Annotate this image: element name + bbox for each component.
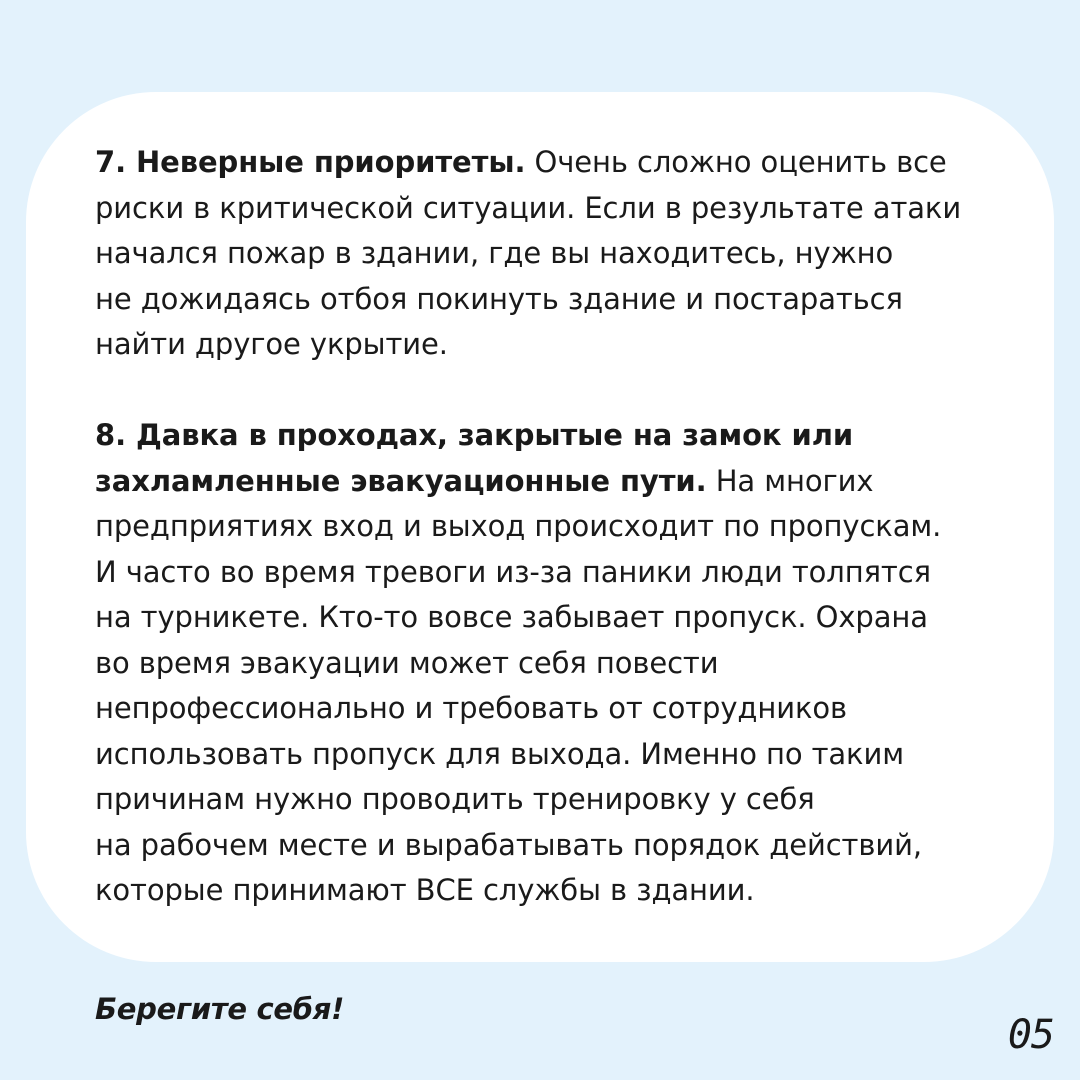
- item-8-text: во время эвакуации может себя повести: [95, 645, 719, 680]
- item-8-paragraph: [95, 413, 1040, 914]
- item-8-text: которые принимают ВСЕ службы в здании.: [95, 873, 755, 907]
- item-8-title-line-2: [95, 459, 1040, 505]
- item-8-text: И часто во время тревоги из-за паники люди толпятся: [95, 554, 931, 589]
- item-8-title: захламленные эвакуационные пути.: [95, 463, 707, 498]
- item-8-title: 8. Давка в проходах, закрытые на замок или: [95, 418, 854, 452]
- item-8-text: на рабочем месте и вырабатывать порядок действий,: [95, 827, 922, 862]
- card-content: [95, 140, 1040, 914]
- item-7-text: риски в критической ситуации. Если в результате атаки: [95, 190, 962, 225]
- item-7-text: Очень сложно оценить все: [525, 145, 947, 179]
- item-8-text: непрофессионально и требовать от сотрудников: [95, 691, 848, 725]
- page-number: 05: [1007, 1012, 1054, 1058]
- item-7-title: 7. Неверные приоритеты.: [95, 145, 526, 179]
- item-7-text: не дожидаясь отбоя покинуть здание и постараться: [95, 281, 903, 316]
- closing-message: Берегите себя!: [95, 992, 344, 1026]
- item-7-text: начался пожар в здании, где вы находитесь, нужно: [95, 236, 894, 270]
- item-7-line-1: [95, 140, 1040, 186]
- item-8-title-line-1: [95, 413, 1040, 459]
- item-8-text: на турникете. Кто-то вовсе забывает пропуск. Охрана: [95, 600, 928, 634]
- item-8-text: На многих: [706, 463, 874, 498]
- item-8-text: предприятиях вход и выход происходит по пропускам.: [95, 509, 942, 543]
- item-7-paragraph: [95, 140, 1040, 368]
- item-7-text: найти другое укрытие.: [95, 327, 448, 361]
- item-8-text: использовать пропуск для выхода. Именно по таким: [95, 736, 904, 771]
- item-8-text: причинам нужно проводить тренировку у себя: [95, 782, 815, 816]
